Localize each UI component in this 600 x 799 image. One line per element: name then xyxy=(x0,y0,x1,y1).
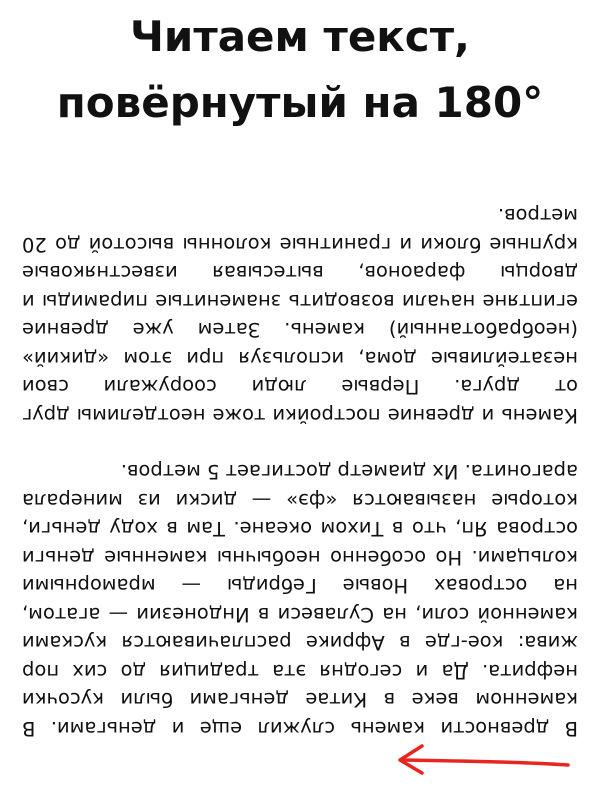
title-line-1: Читаем текст, xyxy=(129,12,471,61)
rotated-text-block xyxy=(22,122,578,742)
red-arrow-left-icon xyxy=(392,740,572,776)
rotated-paragraph-1: В древности камень служил еще и деньгами. В каменном веке в Китае деньгами были кусочки нефрита. Да и сегодня эта традиция до сих пор жива: кое-где в Африке расплачиваются кусками каменной соли, на Сулавеси в Индонезии — агатом, на островах Новые Гебриды — мраморными кольцами. Но особенно необычны каменные деньги острова Яп, что в Тихом океане. Там в ходу деньги, которые называются «фэ» — диски из минерала арагонита. Их диаметр достигает 5 метров. xyxy=(22,460,578,740)
title-line-2: повёрнутый на 180° xyxy=(56,78,544,127)
page-title xyxy=(0,4,600,136)
rotated-paragraph-2: Камень и древние постройки тоже неотделимы друг от друга. Первые люди сооружали свои незатейливые дома, используя при этом «дикий» (необработанный) камень. Затем уже древние египтяне начали возводить знаменитые пирамиды и дворцы фараонов, вытесывая известняковые крупные блоки и гранитные колонны высотой до 20 метров. xyxy=(22,204,578,427)
